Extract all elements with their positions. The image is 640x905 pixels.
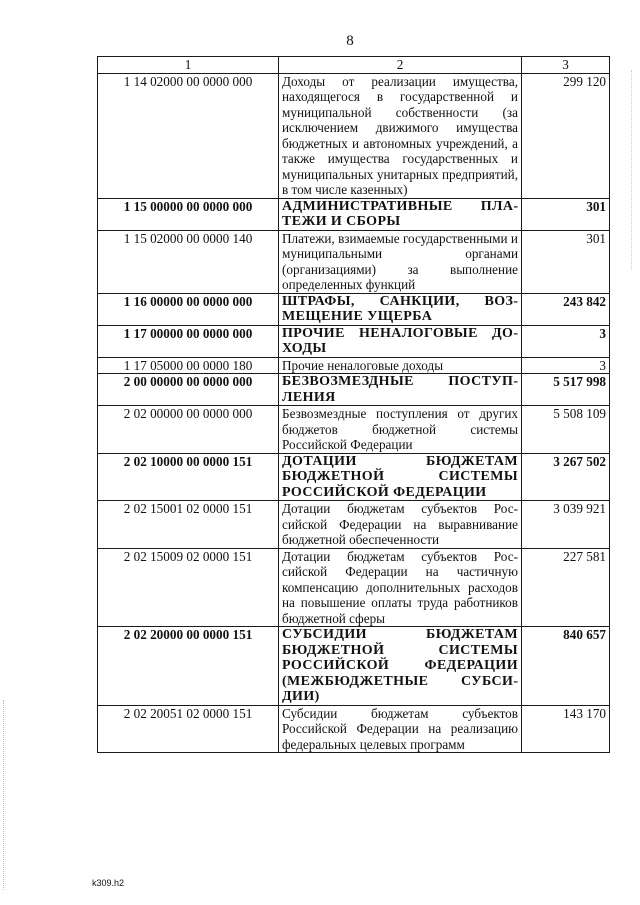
row-amount: 299 120	[522, 73, 610, 198]
budget-table	[97, 56, 610, 753]
row-amount: 3 267 502	[522, 453, 610, 501]
row-code: 1 14 02000 00 0000 000	[98, 73, 279, 198]
table-row	[98, 406, 610, 454]
row-name: Субсидии бюджетам субъектов Российской Федерации на реализацию федеральных целевых программ	[279, 705, 522, 753]
table-row	[98, 73, 610, 198]
row-code: 2 02 15001 02 0000 151	[98, 501, 279, 549]
row-amount: 3	[522, 325, 610, 357]
row-amount: 5 517 998	[522, 374, 610, 406]
row-code: 2 02 15009 02 0000 151	[98, 548, 279, 627]
row-code: 1 15 02000 00 0000 140	[98, 230, 279, 293]
table-row	[98, 230, 610, 293]
table-row	[98, 548, 610, 627]
row-code: 1 15 00000 00 0000 000	[98, 198, 279, 230]
table-row	[98, 293, 610, 325]
row-name: АДМИНИСТРАТИВНЫЕ ПЛАТЕЖИ И СБОРЫ	[279, 198, 522, 230]
row-code: 2 02 00000 00 0000 000	[98, 406, 279, 454]
row-amount: 840 657	[522, 627, 610, 706]
row-amount: 5 508 109	[522, 406, 610, 454]
table-row	[98, 374, 610, 406]
row-name: ПРОЧИЕ НЕНАЛОГОВЫЕ ДОХОДЫ	[279, 325, 522, 357]
row-name: ШТРАФЫ, САНКЦИИ, ВОЗМЕЩЕНИЕ УЩЕРБА	[279, 293, 522, 325]
table-row	[98, 198, 610, 230]
column-header-code: 1	[98, 57, 279, 74]
table-header-row	[98, 57, 610, 74]
row-name: Дотации бюджетам субъектов Российской Федерации на выравнивание бюджетной обеспеченности	[279, 501, 522, 549]
row-name: БЕЗВОЗМЕЗДНЫЕ ПОСТУПЛЕНИЯ	[279, 374, 522, 406]
row-amount: 301	[522, 198, 610, 230]
table-row	[98, 501, 610, 549]
table-body	[98, 73, 610, 753]
row-name: Платежи, взимаемые государственными и муниципальными органами (организациями) за выполнение определенных функций	[279, 230, 522, 293]
document-id: k309.h2	[92, 878, 125, 888]
row-amount: 3	[522, 357, 610, 374]
table-row	[98, 627, 610, 706]
row-amount: 3 039 921	[522, 501, 610, 549]
table-row	[98, 357, 610, 374]
row-code: 2 02 20051 02 0000 151	[98, 705, 279, 753]
row-amount: 243 842	[522, 293, 610, 325]
row-code: 2 02 20000 00 0000 151	[98, 627, 279, 706]
row-name: Дотации бюджетам субъектов Российской Федерации на частичную компенсацию дополнительных расходов на повышение оплаты труда работников бюджетной сферы	[279, 548, 522, 627]
table-row	[98, 705, 610, 753]
column-header-amount: 3	[522, 57, 610, 74]
row-code: 2 00 00000 00 0000 000	[98, 374, 279, 406]
row-code: 1 16 00000 00 0000 000	[98, 293, 279, 325]
row-amount: 301	[522, 230, 610, 293]
row-code: 2 02 10000 00 0000 151	[98, 453, 279, 501]
row-name: ДОТАЦИИ БЮДЖЕТАМ БЮДЖЕТНОЙ СИСТЕМЫ РОССИЙСКОЙ ФЕДЕРАЦИИ	[279, 453, 522, 501]
table-row	[98, 453, 610, 501]
row-name: СУБСИДИИ БЮДЖЕТАМ БЮДЖЕТНОЙ СИСТЕМЫ РОССИЙСКОЙ ФЕДЕРАЦИИ (МЕЖБЮДЖЕТНЫЕ СУБСИДИИ)	[279, 627, 522, 706]
table-row	[98, 325, 610, 357]
row-name: Прочие неналоговые доходы	[279, 357, 522, 374]
row-name: Доходы от реализации имущества, находящегося в государственной и муниципальной собственности (за исключением движимого имущества бюджетных и автономных учреждений, а также имущества государственных и муниципальных унитарных предприятий, в том числе казенных)	[279, 73, 522, 198]
row-name: Безвозмездные поступления от других бюджетов бюджетной системы Российской Федерации	[279, 406, 522, 454]
row-amount: 143 170	[522, 705, 610, 753]
column-header-name: 2	[279, 57, 522, 74]
row-amount: 227 581	[522, 548, 610, 627]
scan-edge-marks	[3, 700, 6, 890]
scan-edge-marks-right	[631, 70, 634, 270]
page-number: 8	[346, 33, 354, 49]
row-code: 1 17 05000 00 0000 180	[98, 357, 279, 374]
row-code: 1 17 00000 00 0000 000	[98, 325, 279, 357]
